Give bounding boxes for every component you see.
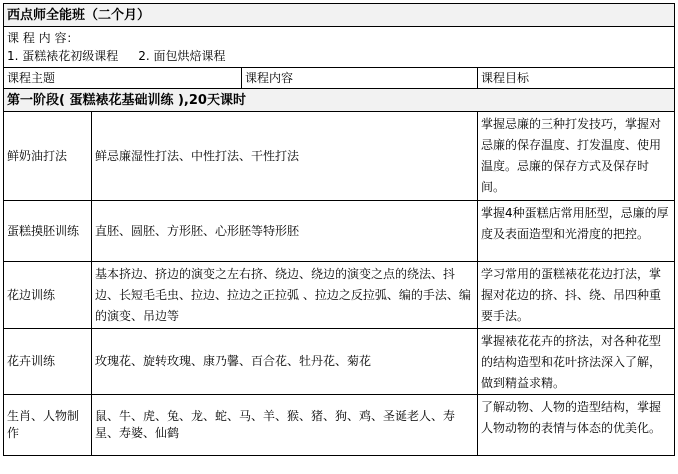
- row-topic: 蛋糕摸胚训练: [4, 201, 92, 262]
- table-row: [4, 201, 675, 262]
- title-row: [4, 4, 675, 27]
- row-goal: 了解动物、人物的造型结构，掌握人物动物的表情与体态的优美化。: [478, 395, 675, 456]
- course-content-row: [4, 27, 675, 68]
- table-row: [4, 112, 675, 201]
- table-row: [4, 329, 675, 395]
- course-sheet: [3, 3, 674, 456]
- stage-row: [4, 89, 675, 112]
- row-content: 鲜忌廉湿性打法、中性打法、干性打法: [92, 112, 478, 201]
- row-goal: 学习常用的蛋糕裱花花边打法，掌握对花边的挤、抖、绕、吊四种重要手法。: [478, 262, 675, 329]
- row-content: 基本挤边、挤边的演变之左右挤、绕边、绕边的演变之点的绕法、抖边、长短毛毛虫、拉边、拉边之正拉弧 、拉边之反拉弧、编的手法、编的演变、吊边等: [92, 262, 478, 329]
- header-topic: 课程主题: [4, 68, 242, 89]
- header-row: [4, 68, 675, 89]
- course-content-label: 课 程 内 容：: [7, 31, 79, 45]
- stage-title: 第一阶段( 蛋糕裱花基础训练 ),20天课时: [4, 89, 675, 112]
- header-content: 课程内容: [242, 68, 478, 89]
- header-goal: 课程目标: [478, 68, 675, 89]
- course-content-cell: [4, 27, 675, 68]
- row-topic: 花卉训练: [4, 329, 92, 395]
- row-topic: 鲜奶油打法: [4, 112, 92, 201]
- table-row: [4, 262, 675, 329]
- table-row: [4, 395, 675, 456]
- row-topic: 花边训练: [4, 262, 92, 329]
- page-title: 西点师全能班（二个月）: [4, 4, 675, 27]
- course-list: [7, 47, 671, 65]
- row-goal: 掌握4种蛋糕店常用胚型，忌廉的厚度及表面造型和光滑度的把控。: [478, 201, 675, 262]
- row-goal: 掌握忌廉的三种打发技巧，掌握对忌廉的保存温度、打发温度、使用温度。忌廉的保存方式及保存时间。: [478, 112, 675, 201]
- row-content: 玫瑰花、旋转玫瑰、康乃馨、百合花、牡丹花、菊花: [92, 329, 478, 395]
- row-topic: 生肖、人物制作: [4, 395, 92, 456]
- course-item-2: 2. 面包烘焙课程: [138, 49, 226, 63]
- course-table: [3, 3, 675, 456]
- row-goal: 掌握裱花花卉的挤法，对各种花型的结构造型和花叶挤法深入了解，做到精益求精。: [478, 329, 675, 395]
- course-item-1: 1. 蛋糕裱花初级课程: [7, 49, 119, 63]
- row-content: 直胚、圆胚、方形胚、心形胚等特形胚: [92, 201, 478, 262]
- row-content: 鼠、牛、虎、兔、龙、蛇、马、羊、猴、猪、狗、鸡、圣诞老人、寿星、寿婆、仙鹤: [92, 395, 478, 456]
